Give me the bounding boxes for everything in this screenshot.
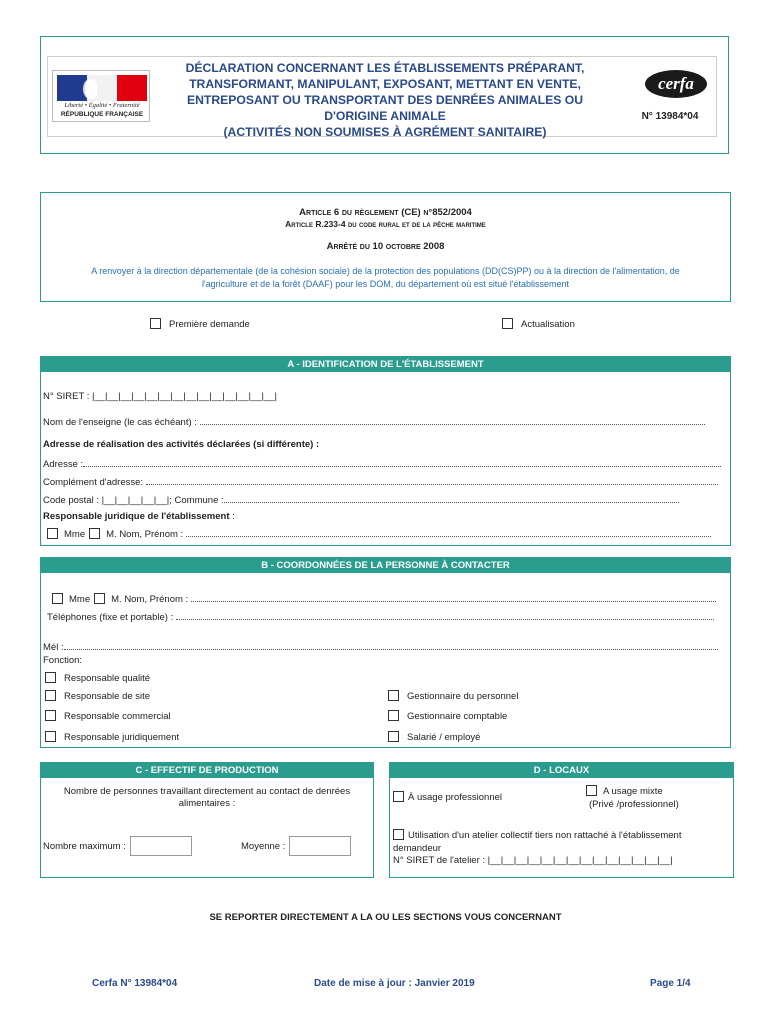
notice-text: A renvoyer à la direction départementale (de la cohésion sociale) de la protection des populations (DD(CS)PP) ou à la direction de l'alimentation, de l'agriculture et de la forêt (DAAF) pour les DOM, du département où est situé l'établissement	[91, 266, 680, 289]
cerfa-logo: cerfa	[645, 70, 707, 98]
article-line-1: Article 6 du règlement (CE) n°852/2004	[299, 207, 472, 218]
sign-name-field[interactable]: Nom de l'enseigne (le cas échéant) :	[43, 416, 723, 428]
section-c-description: Nombre de personnes travaillant directement au contact de denrées alimentaires :	[63, 786, 351, 809]
max-staff-field: Nombre maximum :	[43, 836, 192, 856]
page-title: DÉCLARATION CONCERNANT LES ÉTABLISSEMENTS PRÉPARANT, TRANSFORMANT, MANIPULANT, EXPOSANT, METTANT EN VENTE, ENTREPOSANT OU TRANSPORTANT DES DENRÉES ANIMALES OU D'ORIGINE ANIMALE (ACTIVITÉS NON SOUMISES À AGRÉMENT SANITAIRE)	[185, 61, 585, 139]
legal-mme-checkbox[interactable]	[47, 528, 58, 539]
premises-professional-option[interactable]: À usage professionnel	[393, 791, 502, 803]
avg-staff-input[interactable]	[289, 836, 351, 856]
function-option-commercial[interactable]: Responsable commercial	[45, 710, 171, 722]
section-c-frame	[40, 762, 374, 878]
premises-professional-checkbox[interactable]	[393, 791, 404, 802]
email-field[interactable]: Mél :	[43, 641, 723, 653]
max-staff-input[interactable]	[130, 836, 192, 856]
republic-motto: Liberté • Égalité • Fraternité	[64, 102, 140, 109]
function-commercial-checkbox[interactable]	[45, 710, 56, 721]
function-quality-checkbox[interactable]	[45, 672, 56, 683]
legal-representative-row: Mme M. Nom, Prénom :	[47, 528, 723, 540]
function-label: Fonction:	[43, 655, 83, 666]
update-checkbox[interactable]	[502, 318, 513, 329]
function-option-accounting[interactable]: Gestionnaire comptable	[388, 710, 507, 722]
address-heading: Adresse de réalisation des activités déclarées (si différente) :	[43, 439, 320, 450]
function-site-checkbox[interactable]	[45, 690, 56, 701]
legal-heading: Responsable juridique de l'établissement :	[43, 511, 235, 522]
premises-collective-checkbox[interactable]	[393, 829, 404, 840]
siret-field[interactable]: N° SIRET : |__|__|__|__|__|__|__|__|__|__|__|__|__|__|	[43, 391, 277, 402]
first-request-checkbox[interactable]	[150, 318, 161, 329]
flag-icon	[57, 75, 147, 101]
section-c-title: C - EFFECTIF DE PRODUCTION	[40, 763, 374, 778]
legal-mr-checkbox[interactable]	[89, 528, 100, 539]
update-option[interactable]: Actualisation	[502, 318, 575, 330]
postal-commune-field[interactable]: Code postal : |__|__|__|__|__|; Commune :	[43, 494, 723, 506]
contact-name-input[interactable]	[191, 593, 716, 602]
article-line-2: Article R.233-4 du code rural et de la pêche maritime	[285, 219, 486, 229]
premises-collective-option[interactable]: Utilisation d'un atelier collectif tiers non rattaché à l'établissement demandeur N° SIRET de l'atelier : |__|__|__|__|__|__|__|__|__|__|__|__|__|__|	[393, 829, 729, 868]
footer-form-number: Cerfa N° 13984*04	[92, 978, 178, 989]
function-option-legal[interactable]: Responsable juridiquement	[45, 731, 179, 743]
premises-mixed-checkbox[interactable]	[586, 785, 597, 796]
address-complement-field[interactable]: Complément d'adresse:	[43, 476, 723, 488]
section-d-title: D - LOCAUX	[389, 763, 734, 778]
footer-update-date: Date de mise à jour : Janvier 2019	[314, 978, 475, 989]
section-b-title: B - COORDONNÉES DE LA PERSONNE À CONTACTER	[40, 558, 731, 573]
contact-mme-checkbox[interactable]	[52, 593, 63, 604]
legal-name-input[interactable]	[186, 528, 711, 537]
republic-logo	[52, 70, 150, 122]
phones-field[interactable]: Téléphones (fixe et portable) :	[47, 611, 727, 623]
footer-page: Page 1/4	[650, 978, 691, 989]
section-a-title: A - IDENTIFICATION DE L'ÉTABLISSEMENT	[40, 357, 731, 372]
function-option-employee[interactable]: Salarié / employé	[388, 731, 480, 743]
first-request-option[interactable]: Première demande	[150, 318, 250, 330]
premises-mixed-option[interactable]: A usage mixte (Privé /professionnel)	[586, 785, 726, 811]
workshop-siret-field[interactable]: N° SIRET de l'atelier : |__|__|__|__|__|__|__|__|__|__|__|__|__|__|	[393, 855, 673, 866]
contact-mr-checkbox[interactable]	[94, 593, 105, 604]
function-option-site[interactable]: Responsable de site	[45, 690, 150, 702]
republic-name: RÉPUBLIQUE FRANÇAISE	[60, 111, 144, 118]
cerfa-number: N° 13984*04	[641, 111, 699, 122]
function-legal-checkbox[interactable]	[45, 731, 56, 742]
address-field[interactable]: Adresse :	[43, 458, 723, 470]
arrete-line: Arrêté du 10 octobre 2008	[326, 241, 445, 252]
function-option-quality[interactable]: Responsable qualité	[45, 672, 150, 684]
contact-identity-row: Mme M. Nom, Prénom :	[52, 593, 728, 605]
function-accounting-checkbox[interactable]	[388, 710, 399, 721]
function-employee-checkbox[interactable]	[388, 731, 399, 742]
instruction-text: SE REPORTER DIRECTEMENT A LA OU LES SECTIONS VOUS CONCERNANT	[209, 912, 562, 923]
function-hr-checkbox[interactable]	[388, 690, 399, 701]
function-option-hr[interactable]: Gestionnaire du personnel	[388, 690, 518, 702]
avg-staff-field: Moyenne :	[241, 836, 351, 856]
